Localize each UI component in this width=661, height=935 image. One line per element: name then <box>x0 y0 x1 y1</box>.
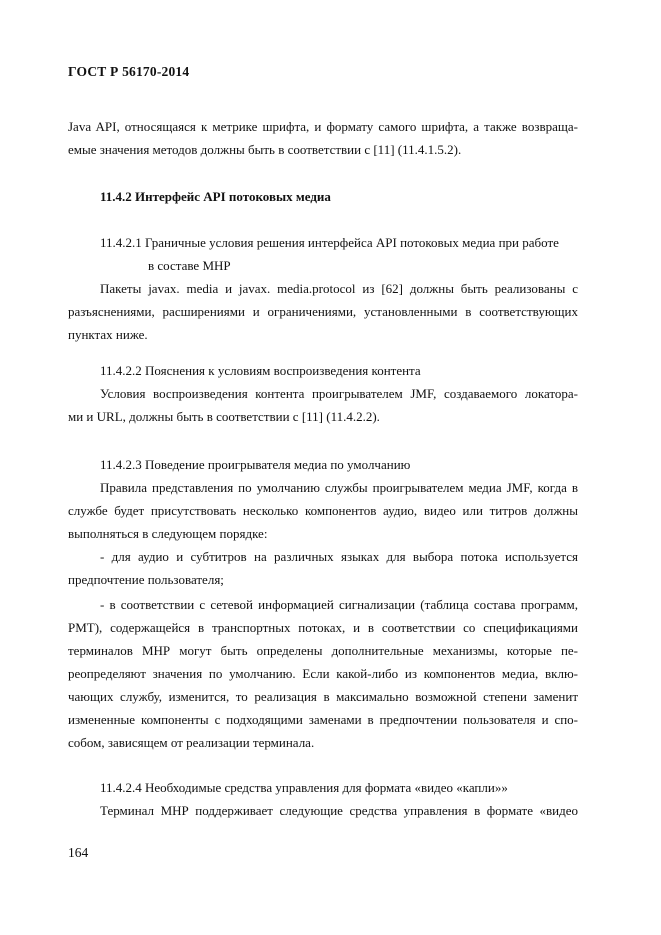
paragraph-line: пунктах ниже. <box>68 327 148 342</box>
page-header-standard: ГОСТ Р 56170-2014 <box>68 64 190 79</box>
list-item-line: терминалов МНР могут быть определены дополнительные механизмы, которые пе- <box>68 643 578 658</box>
paragraph-line: Правила представления по умолчанию службы проигрывателем медиа JMF, когда в <box>100 480 578 495</box>
paragraph-line: разъяснениями, расширениями и ограничениями, установленными в соответствующих <box>68 304 578 319</box>
subsection-heading: 11.4.2.1 Граничные условия решения интерфейса API потоковых медиа при работе <box>100 235 559 250</box>
subsection-heading-cont: в составе МНР <box>148 258 231 273</box>
paragraph-line: Терминал МНР поддерживает следующие средства управления в формате «видео <box>100 803 578 818</box>
page-number: 164 <box>68 845 89 860</box>
list-item-line: - в соответствии с сетевой информацией сигнализации (таблица состава программ, <box>100 597 578 612</box>
list-item-line: измененные компоненты с подходящими заменами в предпочтении пользователя и спо- <box>68 712 578 727</box>
paragraph-line: Java API, относящаяся к метрике шрифта, и формату самого шрифта, а также возвраща- <box>68 119 578 134</box>
list-item-line: - для аудио и субтитров на различных языках для выбора потока используется <box>100 549 578 564</box>
paragraph-line: ми и URL, должны быть в соответствии с [11] (11.4.2.2). <box>68 409 380 424</box>
list-item-line: предпочтение пользователя; <box>68 572 224 587</box>
paragraph-line: выполняться в следующем порядке: <box>68 526 268 541</box>
section-heading: 11.4.2 Интерфейс API потоковых медиа <box>100 189 331 204</box>
subsection-heading: 11.4.2.3 Поведение проигрывателя медиа по умолчанию <box>100 457 411 472</box>
paragraph-line: Условия воспроизведения контента проигрывателем JMF, создаваемого локатора- <box>100 386 578 401</box>
subsection-heading: 11.4.2.4 Необходимые средства управления для формата «видео «капли»» <box>100 780 508 795</box>
list-item-line: чающих службу, изменится, то реализация в максимально возможной степени заменит <box>68 689 578 704</box>
paragraph-line: емые значения методов должны быть в соответствии с [11] (11.4.1.5.2). <box>68 142 462 157</box>
paragraph-line: службе будет присутствовать несколько компонентов аудио, видео или титров должны <box>68 503 578 518</box>
paragraph-line: Пакеты javax. media и javax. media.protocol из [62] должны быть реализованы с <box>100 281 578 296</box>
list-item-line: собом, зависящем от реализации терминала. <box>68 735 315 750</box>
subsection-heading: 11.4.2.2 Пояснения к условиям воспроизведения контента <box>100 363 421 378</box>
list-item-line: РМТ), содержащейся в транспортных потоках, и в соответствии со спецификациями <box>68 620 578 635</box>
list-item-line: реопределяют значения по умолчанию. Если какой-либо из компонентов медиа, вклю- <box>68 666 578 681</box>
